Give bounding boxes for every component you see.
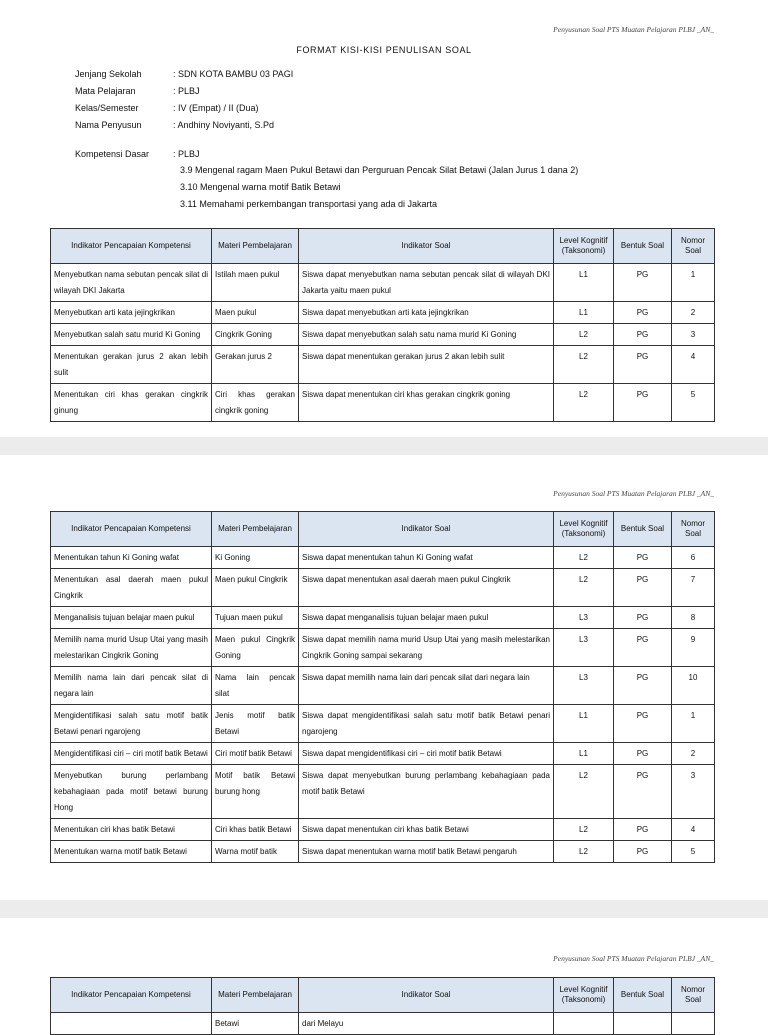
level-cell: L2: [554, 819, 614, 841]
col-header: Level Kognitif (Taksonomi): [554, 229, 614, 264]
bentuk-cell: PG: [614, 607, 672, 629]
identity-block: [75, 69, 293, 137]
materi-cell: Maen pukul Cingkrik Goning: [212, 629, 299, 667]
table-row: [51, 607, 715, 629]
col-header: Indikator Pencapaian Kompetensi: [51, 229, 212, 264]
indikator-cell: Menentukan tahun Ki Goning wafat: [51, 547, 212, 569]
running-header: Penyusunan Soal PTS Muatan Pelajaran PLBJ _AN_: [553, 489, 714, 498]
indikator-soal-cell: Siswa dapat menyebutkan nama sebutan pencak silat di wilayah DKI Jakarta yaitu maen pukul: [299, 264, 554, 302]
nomor-cell: 1: [672, 705, 715, 743]
table-row: [51, 384, 715, 422]
col-header: Bentuk Soal: [614, 229, 672, 264]
indikator-soal-cell: Siswa dapat menyebutkan arti kata jejingkrikan: [299, 302, 554, 324]
level-cell: L1: [554, 743, 614, 765]
materi-cell: Warna motif batik: [212, 841, 299, 863]
indikator-cell: Menentukan ciri khas gerakan cingkrik ginung: [51, 384, 212, 422]
table-row: [51, 264, 715, 302]
table-row: [51, 705, 715, 743]
indikator-cell: Memilih nama lain dari pencak silat di negara lain: [51, 667, 212, 705]
bentuk-cell: PG: [614, 743, 672, 765]
kompetensi-dasar: Kompetensi Dasar : PLBJ: [75, 149, 200, 159]
table-row: [51, 765, 715, 819]
table-row: [51, 569, 715, 607]
level-cell: L1: [554, 705, 614, 743]
indikator-cell: Menyebutkan nama sebutan pencak silat di wilayah DKI Jakarta: [51, 264, 212, 302]
table-row: [51, 346, 715, 384]
col-header: Indikator Soal: [299, 978, 554, 1013]
indikator-cell: Mengidentifikasi salah satu motif batik Betawi penari ngarojeng: [51, 705, 212, 743]
bentuk-cell: PG: [614, 547, 672, 569]
level-cell: L3: [554, 607, 614, 629]
nomor-cell: 5: [672, 384, 715, 422]
nomor-cell: 10: [672, 667, 715, 705]
col-header: Indikator Soal: [299, 512, 554, 547]
materi-cell: Betawi: [212, 1013, 299, 1035]
indikator-cell: Menyebutkan arti kata jejingkrikan: [51, 302, 212, 324]
indikator-cell: Menentukan ciri khas batik Betawi: [51, 819, 212, 841]
indikator-soal-cell: Siswa dapat menentukan warna motif batik Betawi pengaruh: [299, 841, 554, 863]
nomor-cell: 6: [672, 547, 715, 569]
level-cell: L3: [554, 667, 614, 705]
indikator-soal-cell: Siswa dapat memilih nama murid Usup Utai yang masih melestarikan Cingkrik Goning sampai sekarang: [299, 629, 554, 667]
meta-row-school: Jenjang Sekolah : SDN KOTA BAMBU 03 PAGI: [75, 69, 294, 79]
indikator-soal-cell: Siswa dapat menentukan ciri khas batik Betawi: [299, 819, 554, 841]
nomor-cell: 3: [672, 324, 715, 346]
meta-row-author: Nama Penyusun : Andhiny Noviyanti, S.Pd: [75, 120, 275, 130]
nomor-cell: 1: [672, 264, 715, 302]
col-header: Materi Pembelajaran: [212, 512, 299, 547]
kisi-table-3: [50, 977, 715, 1035]
bentuk-cell: PG: [614, 765, 672, 819]
col-header: Level Kognitif (Taksonomi): [554, 512, 614, 547]
bentuk-cell: PG: [614, 629, 672, 667]
bentuk-cell: PG: [614, 302, 672, 324]
indikator-cell: Menyebutkan salah satu murid Ki Goning: [51, 324, 212, 346]
indikator-soal-cell: Siswa dapat menyebutkan burung perlambang kebahagiaan pada motif batik Betawi: [299, 765, 554, 819]
materi-cell: Gerakan jurus 2: [212, 346, 299, 384]
indikator-soal-cell: Siswa dapat menentukan tahun Ki Goning wafat: [299, 547, 554, 569]
nomor-cell: 8: [672, 607, 715, 629]
indikator-cell: Menentukan gerakan jurus 2 akan lebih sulit: [51, 346, 212, 384]
bentuk-cell: PG: [614, 346, 672, 384]
kompetensi-item: 3.9 Mengenal ragam Maen Pukul Betawi dan Perguruan Pencak Silat Betawi (Jalan Jurus 1 dana 2): [180, 165, 579, 175]
indikator-cell: Menentukan asal daerah maen pukul Cingkrik: [51, 569, 212, 607]
table-header-row: [51, 978, 715, 1013]
indikator-soal-cell: Siswa dapat mengidentifikasi salah satu motif batik Betawi penari ngarojeng: [299, 705, 554, 743]
kompetensi-list: [180, 165, 578, 216]
col-header: Indikator Soal: [299, 229, 554, 264]
indikator-soal-cell: Siswa dapat menentukan asal daerah maen pukul Cingkrik: [299, 569, 554, 607]
indikator-soal-cell: dari Melayu: [299, 1013, 554, 1035]
indikator-soal-cell: Siswa dapat memilih nama lain dari pencak silat dari negara lain: [299, 667, 554, 705]
indikator-soal-cell: Siswa dapat menganalisis tujuan belajar maen pukul: [299, 607, 554, 629]
indikator-cell: Menyebutkan burung perlambang kebahagiaan pada motif betawi burung Hong: [51, 765, 212, 819]
level-cell: L1: [554, 302, 614, 324]
bentuk-cell: PG: [614, 667, 672, 705]
col-header: Materi Pembelajaran: [212, 229, 299, 264]
meta-row-subject: Mata Pelajaran : PLBJ: [75, 86, 200, 96]
bentuk-cell: PG: [614, 324, 672, 346]
bentuk-cell: PG: [614, 841, 672, 863]
nomor-cell: 4: [672, 819, 715, 841]
table-row: [51, 743, 715, 765]
col-header: Nomor Soal: [672, 978, 715, 1013]
table-row: [51, 302, 715, 324]
level-cell: L2: [554, 569, 614, 607]
level-cell: L2: [554, 765, 614, 819]
materi-cell: Cingkrik Goning: [212, 324, 299, 346]
col-header: Indikator Pencapaian Kompetensi: [51, 512, 212, 547]
level-cell: L2: [554, 384, 614, 422]
materi-cell: Jenis motif batik Betawi: [212, 705, 299, 743]
kompetensi-item: 3.11 Memahami perkembangan transportasi yang ada di Jakarta: [180, 199, 437, 209]
materi-cell: Ciri motif batik Betawi: [212, 743, 299, 765]
bentuk-cell: PG: [614, 569, 672, 607]
level-cell: L1: [554, 264, 614, 302]
indikator-cell: Mengidentifikasi ciri – ciri motif batik Betawi: [51, 743, 212, 765]
kisi-table-2: [50, 511, 715, 863]
nomor-cell: 2: [672, 743, 715, 765]
table-row: [51, 819, 715, 841]
kisi-table-1: [50, 228, 715, 422]
indikator-cell: Memilih nama murid Usup Utai yang masih melestarikan Cingkrik Goning: [51, 629, 212, 667]
nomor-cell: 2: [672, 302, 715, 324]
materi-cell: Ki Goning: [212, 547, 299, 569]
level-cell: L2: [554, 547, 614, 569]
materi-cell: Istilah maen pukul: [212, 264, 299, 302]
indikator-cell: Menentukan warna motif batik Betawi: [51, 841, 212, 863]
bentuk-cell: PG: [614, 264, 672, 302]
indikator-soal-cell: Siswa dapat menentukan ciri khas gerakan cingkrik goning: [299, 384, 554, 422]
meta-row-class: Kelas/Semester : IV (Empat) / II (Dua): [75, 103, 259, 113]
col-header: Bentuk Soal: [614, 978, 672, 1013]
kompetensi-item: 3.10 Mengenal warna motif Batik Betawi: [180, 182, 341, 192]
level-cell: L2: [554, 324, 614, 346]
level-cell: L2: [554, 841, 614, 863]
materi-cell: Motif batik Betawi burung hong: [212, 765, 299, 819]
running-header: Penyusunan Soal PTS Muatan Pelajaran PLBJ _AN_: [553, 25, 714, 34]
indikator-soal-cell: Siswa dapat menyebutkan salah satu nama murid Ki Goning: [299, 324, 554, 346]
running-header: Penyusunan Soal PTS Muatan Pelajaran PLBJ _AN_: [553, 954, 714, 963]
col-header: Materi Pembelajaran: [212, 978, 299, 1013]
table-header-row: [51, 229, 715, 264]
indikator-soal-cell: Siswa dapat menentukan gerakan jurus 2 akan lebih sulit: [299, 346, 554, 384]
table-row: [51, 667, 715, 705]
bentuk-cell: PG: [614, 384, 672, 422]
materi-cell: Maen pukul Cingkrik: [212, 569, 299, 607]
table-row: [51, 841, 715, 863]
page-separator: [0, 437, 768, 455]
nomor-cell: 4: [672, 346, 715, 384]
indikator-soal-cell: Siswa dapat mengidentifikasi ciri – ciri motif batik Betawi: [299, 743, 554, 765]
page-separator: [0, 900, 768, 918]
indikator-cell: Menganalisis tujuan belajar maen pukul: [51, 607, 212, 629]
bentuk-cell: PG: [614, 705, 672, 743]
level-cell: L2: [554, 346, 614, 384]
document-title: FORMAT KISI-KISI PENULISAN SOAL: [296, 45, 472, 55]
nomor-cell: 7: [672, 569, 715, 607]
col-header: Level Kognitif (Taksonomi): [554, 978, 614, 1013]
bentuk-cell: PG: [614, 819, 672, 841]
col-header: Bentuk Soal: [614, 512, 672, 547]
table-row: [51, 324, 715, 346]
materi-cell: Ciri khas gerakan cingkrik goning: [212, 384, 299, 422]
table-row: [51, 547, 715, 569]
materi-cell: Tujuan maen pukul: [212, 607, 299, 629]
nomor-cell: 3: [672, 765, 715, 819]
col-header: Nomor Soal: [672, 512, 715, 547]
col-header: Nomor Soal: [672, 229, 715, 264]
table-header-row: [51, 512, 715, 547]
table-row: [51, 629, 715, 667]
nomor-cell: 9: [672, 629, 715, 667]
materi-cell: Nama lain pencak silat: [212, 667, 299, 705]
materi-cell: Ciri khas batik Betawi: [212, 819, 299, 841]
nomor-cell: 5: [672, 841, 715, 863]
level-cell: L3: [554, 629, 614, 667]
col-header: Indikator Pencapaian Kompetensi: [51, 978, 212, 1013]
materi-cell: Maen pukul: [212, 302, 299, 324]
